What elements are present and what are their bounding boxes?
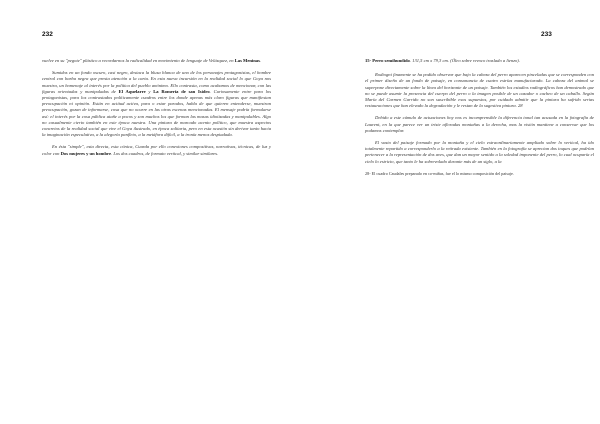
right-text-column <box>365 58 594 182</box>
paragraph: El vasto del paisaje formado por la montaña y el cielo extraordinariamente ampliado sobre lo vertical, ha ido totalmente repartido a corresponderlo a la retirada existente. También en la fotografía se aprecian dos toques que podrían pertenecer a la representación de dos aves, que dan un mayor sentido a la soledad imponente del perro, lo cual ocuparía el cielo lo estricto, que tanto le ha sobrevolado durante más de un siglo, a la <box>365 140 594 164</box>
text-run: En ésta "simple", esta directa, esta cónica, Cuarda por ello conexiones compositivas, narrativas, técnicas, de luz y color con <box>42 144 271 156</box>
left-text-column <box>42 58 271 163</box>
paragraph <box>42 70 271 138</box>
right-page <box>300 0 600 424</box>
paragraph <box>42 144 271 156</box>
paragraph <box>42 58 271 64</box>
text-run: . 131,5 cm x 79,3 cm. (Óleo sobre revoco traslado a lienzo). <box>409 58 520 63</box>
text-run: vuelve en su "pegote" plástico a recordarnos la radicalidad en movimiento de lenguaje de Velázquez, en <box>42 58 235 63</box>
paragraph: Debido a este cúmulo de actuaciones hoy nos es incomprensible la diferencia tonal tan acusada en la fotografía de Laurent, en la que parece ver un triste afloradas montañas a la derecha, mas la visión mantiene a conservar que los podamos contemplar. <box>365 115 594 133</box>
text-run: y <box>145 88 154 94</box>
artwork-caption <box>365 58 594 64</box>
text-run: . <box>259 58 262 63</box>
text-run: Sumidos en un fondo oscuro, casi negro, destaca la blusa blanca de uno de los personajes protagonistas, el hombre central con barba negra que presta atención a la carta. En esta nueva incursión en la realidad social lo que Goya nos muestra, un homenaje al interés por la política del pueblo anónimo. Ello contrasta, como acabamos de mencionar, con las figuras orientadas y manipuladas de <box>42 70 271 94</box>
artwork-title: La Romería de san Isidro <box>153 88 210 94</box>
text-run: . Curiosamente entre para los protagonistas, para los contrastados políticamente cuadros entre los donde apenas más claro figuras que manifiestan preocupación ni opinión. Están en actitud activa, para o estar parados, habla de que quieren entenderse, muestran preocupación, gozan de informarse, cosa que no ocurre en las otras escenas mencionadas. El mensaje podría formularse así: el interés por la cosa pública atañe a pocos y son muchos los que forman las masas idiotizadas y manipulables. Algo no casualmente cierto también en este época nuestra. Una pintura de marcado acento político, que muestra aspectos concretos de la realidad social que vive el Goya ilustrado, en época solitaria, pero en esta ocasión sin derivar tanto hacia la imaginación especulativa, a la alegoría panfleto, a la metáfora difícil, a la ironía menos despiadada. <box>42 88 271 138</box>
footnote: 28- El cuadro Caudales preparado en co-miñas, fue el lo mismo composición del paisaje. <box>365 170 514 176</box>
artwork-title: 15- Perro semihundido <box>365 58 410 63</box>
paragraph: Rodiogni finamente se ha podido observar que bajo la cabeza del perro aparecen pinceladas que se corresponden con el primer diseño de un fondo de paisaje, en consonancia de cuatro estrías manufacturado. La cabeza del animal se superpone directamente sobre la línea del horizonte de un paisaje. También los estudios radiográficos han demostrado que no se puede asumir la presencia del cuerpo del perro o la imagen posible de un cazador o cacheo de un caballo. Según María del Carmen Garrido no son suscribible esos supuestos, por cuidado admitir que la pintura ha sufrido serias restauraciones que han elevado la degradación y le restan de la sugestiva pintura. 28 <box>365 72 594 109</box>
artwork-title: Dos mujeres y un hombre <box>60 150 112 156</box>
page-number-left: 232 <box>42 31 53 38</box>
artwork-title: Las Meninas <box>234 58 260 63</box>
text-run: . Los dos cuadros, de formato vertical, y similar similares. <box>111 150 219 156</box>
page-number-right: 233 <box>541 31 552 38</box>
artwork-title: El Aquelarre <box>118 88 146 94</box>
